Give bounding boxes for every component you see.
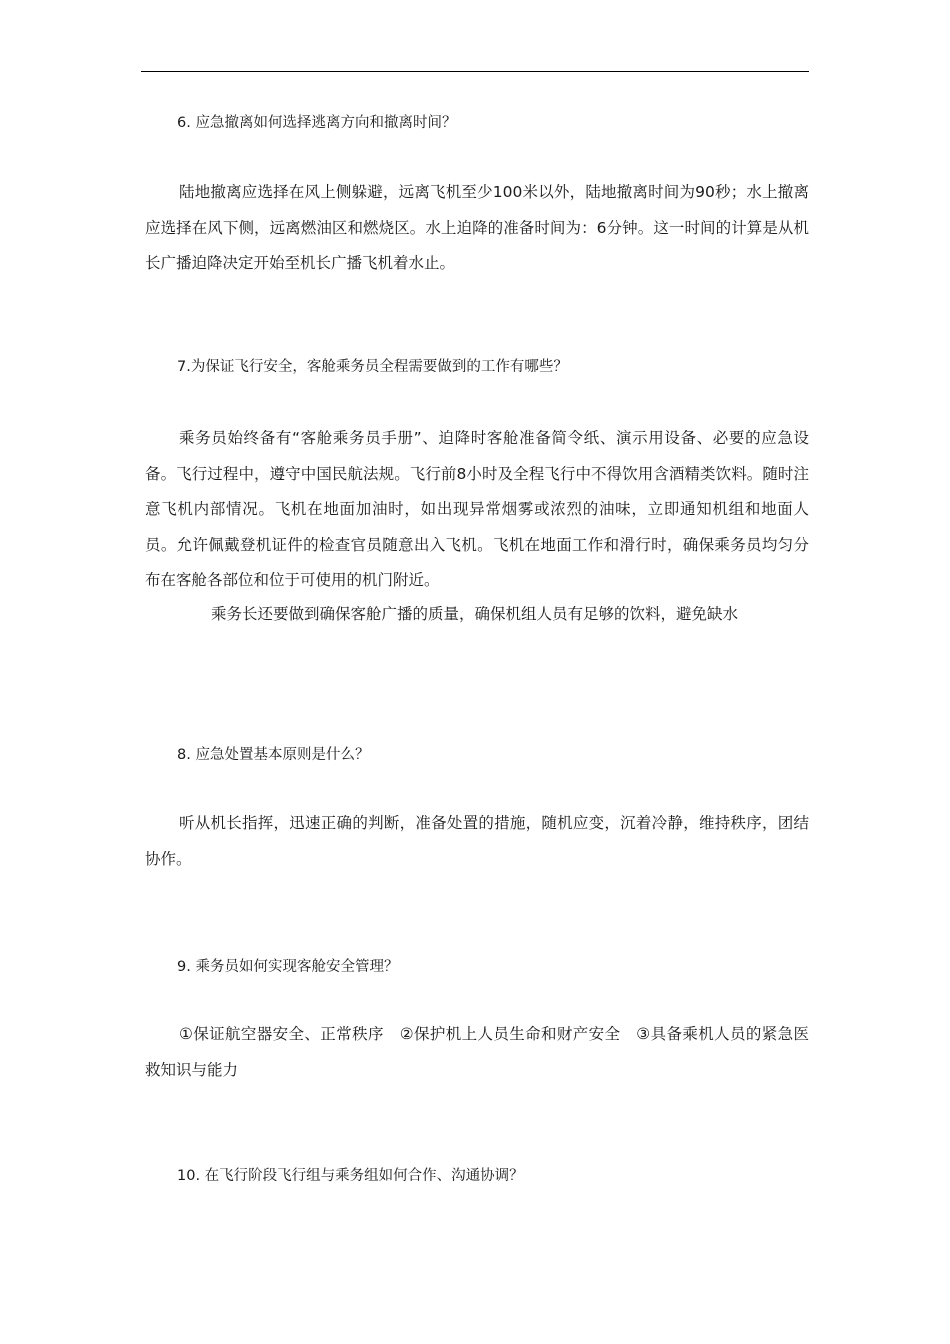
question-7: 7.为保证飞行安全，客舱乘务员全程需要做到的工作有哪些？ (177, 359, 568, 375)
answer-9: ①保证航空器安全、正常秩序 ②保护机上人员生命和财产安全 ③具备乘机人员的紧急医救知识与能力 (145, 1025, 809, 1079)
header-rule (141, 71, 809, 72)
question-9: 9. 乘务员如何实现客舱安全管理？ (177, 959, 399, 975)
question-8: 8. 应急处置基本原则是什么？ (177, 747, 370, 763)
answer-7: 乘务员始终备有“客舱乘务员手册”、迫降时客舱准备简令纸、演示用设备、必要的应急设备。飞行过程中，遵守中国民航法规。飞行前8小时及全程飞行中不得饮用含酒精类饮料。随时注意飞机内部情况。飞机在地面加油时，如出现异常烟雾或浓烈的油味，立即通知机组和地面人员。允许佩戴登机证件的检查官员随意出入飞机。飞机在地面工作和滑行时，确保乘务员均匀分布在客舱各部位和位于可使用的机门附近。 (145, 429, 809, 589)
answer-6: 陆地撤离应选择在风上侧躲避，远离飞机至少100米以外，陆地撤离时间为90秒；水上撤离应选择在风下侧，远离燃油区和燃烧区。水上迫降的准备时间为：6分钟。这一时间的计算是从机长广播迫降决定开始至机长广播飞机着水止。 (145, 183, 809, 272)
question-10: 10. 在飞行阶段飞行组与乘务组如何合作、沟通协调？ (177, 1168, 524, 1184)
answer-8: 听从机长指挥，迅速正确的判断，准备处置的措施，随机应变，沉着冷静，维持秩序，团结协作。 (145, 814, 809, 868)
answer-7-supplement: 乘务长还要做到确保客舱广播的质量，确保机组人员有足够的饮料，避免缺水 (211, 605, 739, 623)
question-6: 6. 应急撤离如何选择逃离方向和撤离时间？ (177, 115, 457, 131)
